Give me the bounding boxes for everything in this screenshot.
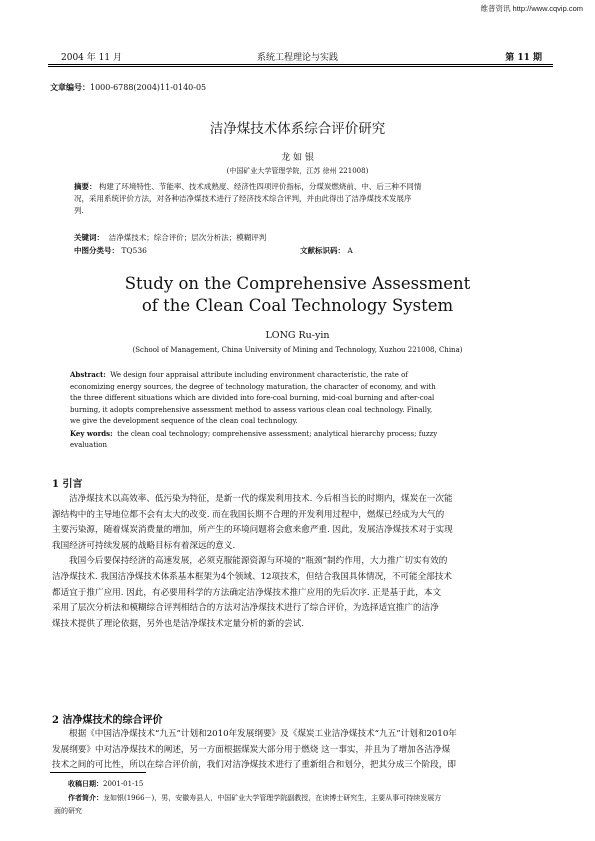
section-2-body: [52, 727, 552, 774]
body-line: 我国经济可持续发展的战略目标有着深远的意义.: [52, 540, 236, 551]
article-number: [50, 82, 206, 93]
author-bio-line: 面的研究: [54, 807, 82, 815]
article-number-value: 1000-6788(2004)11-0140-05: [90, 83, 207, 92]
keywords-chinese-label: 关键词：: [74, 233, 104, 242]
document-code-value: A: [347, 246, 353, 255]
keywords-english-line: evaluation: [70, 441, 107, 449]
keywords-chinese-value: 洁净煤技术；综合评价；层次分析法；模糊评判: [108, 233, 267, 242]
body-line: 源结构中的主导地位都不会有太大的改变. 而在我国长期不合理的开发利用过程中，燃煤已经成为大气的: [52, 509, 445, 520]
body-line: 洁净煤技术以高效率、低污染为特征，是新一代的煤炭利用技术. 今后相当长的时期内，煤炭在一次能: [69, 494, 453, 504]
abstract-english-label: Abstract:: [70, 370, 106, 379]
source-watermark: 维普资讯 http://www.cqvip.com: [480, 4, 583, 13]
abstract-english-line: economizing energy sources, the degree of technology maturation, the character of economy, and with: [70, 382, 436, 391]
header-rule: [48, 64, 553, 65]
body-line: 煤技术提供了理论依据，另外也是洁净煤技术定量分析的新的尝试.: [52, 618, 304, 629]
header-rule-thin: [48, 66, 553, 67]
header-date: 2004 年 11 月: [61, 53, 122, 63]
footnote: [54, 777, 548, 818]
author-bio-label: 作者简介：: [68, 793, 103, 802]
title-chinese: 洁净煤技术体系综合评价研究: [209, 121, 386, 137]
author-bio-line: 龙如银(1966－)，男，安徽寿县人，中国矿业大学管理学院副教授，在读博士研究生，主要从事可持续发展方: [103, 794, 442, 802]
keywords-chinese: [74, 232, 266, 244]
author-chinese: 龙 如 银: [281, 153, 314, 163]
section-1-heading: 1 引言: [52, 479, 83, 490]
classification-label: 中图分类号：: [74, 246, 119, 255]
affiliation-chinese: (中国矿业大学管理学院，江苏 徐州 221008): [226, 167, 369, 175]
abstract-english: [70, 369, 532, 452]
keywords-english-line: the clean coal technology; comprehensive assessment; analytical hierarchy process; fuzzy: [117, 429, 438, 438]
abstract-english-line: the three different situations which are divided into fore-coal burning, mid-coal burning and after-coal: [70, 394, 435, 402]
abstract-chinese-line: 构建了环境特性、节能率、技术成熟度、经济性四项评价指标，分煤炭燃烧前、中、后三种不同情: [98, 182, 422, 191]
body-line: 都适宜于推广应用. 因此，有必要用科学的方法确定洁净煤技术推广应用的先后次序. 正是基于此，本文: [52, 587, 442, 598]
abstract-english-line: burning, it adopts comprehensive assessment method to assess various clean coal technology. Finally,: [70, 405, 433, 414]
affiliation-english: (School of Management, China University of Mining and Technology, Xuzhou 221008, China): [132, 346, 463, 354]
article-number-label: 文章编号：: [50, 82, 90, 92]
body-line: 我国今后要保持经济的高速发展，必须克服能源资源与环境的“瓶颈”制约作用，大力推广切实有效的: [69, 556, 448, 567]
abstract-chinese-line: 况，采用系统评价方法，对各种洁净煤技术进行了经济技术综合评判，并由此得出了洁净煤技术发展序: [74, 194, 412, 203]
title-english-line: Study on the Comprehensive Assessment: [124, 274, 471, 293]
body-line: 根据《中国洁净煤技术“九五”计划和2010年发展纲要》及《煤炭工业洁净煤技术“九五”计划和2010年: [69, 729, 457, 739]
document-code-label: 文献标识码：: [300, 246, 345, 255]
author-english: LONG Ru-yin: [265, 330, 330, 341]
abstract-chinese-line: 列.: [74, 206, 84, 215]
classification-number: [74, 245, 147, 257]
section-1-body: [52, 492, 552, 632]
document-code: [300, 245, 353, 257]
body-line: 技术之间的可比性，所以在综合评价前，我们对洁净煤技术进行了重新组合和划分，把其分成三个阶段，即: [52, 760, 456, 771]
received-date-value: 2001-01-15: [103, 780, 144, 788]
section-2-heading: 2 洁净煤技术的综合评价: [52, 715, 163, 726]
classification-value: TQ536: [121, 246, 147, 255]
body-line: 发展纲要》中对洁净煤技术的阐述，另一方面根据煤炭大部分用于燃烧 这一事实，并且为了增加各洁净煤: [52, 744, 451, 755]
header-journal: 系统工程理论与实践: [256, 53, 338, 63]
title-english: [0, 273, 595, 317]
footnote-rule: [50, 772, 146, 773]
abstract-chinese-label: 摘要：: [74, 182, 97, 191]
body-line: 主要污染源，随着煤炭消费量的增加，所产生的环境问题将会愈来愈严重. 因此，发展洁净煤技术对于实现: [52, 525, 453, 536]
keywords-english-label: Key words:: [70, 428, 113, 438]
abstract-english-line: We design four appraisal attribute including environment characteristic, the rate of: [110, 371, 408, 379]
abstract-chinese: [74, 181, 534, 217]
received-date-label: 收稿日期：: [68, 779, 103, 788]
body-line: 洁净煤技术. 我国洁净煤技术体系基本框架为4个领域、12项技术，但结合我国具体情况，不可能全部技术: [52, 571, 452, 582]
title-english-line: of the Clean Coal Technology System: [141, 296, 454, 315]
body-line: 采用了层次分析法和模糊综合评判相结合的方法对洁净煤技术进行了综合评价，为选择适宜推广的洁净: [52, 603, 439, 614]
header-issue: 第 11 期: [505, 53, 542, 63]
abstract-english-line: we give the development sequence of the clean coal technology.: [70, 417, 298, 425]
